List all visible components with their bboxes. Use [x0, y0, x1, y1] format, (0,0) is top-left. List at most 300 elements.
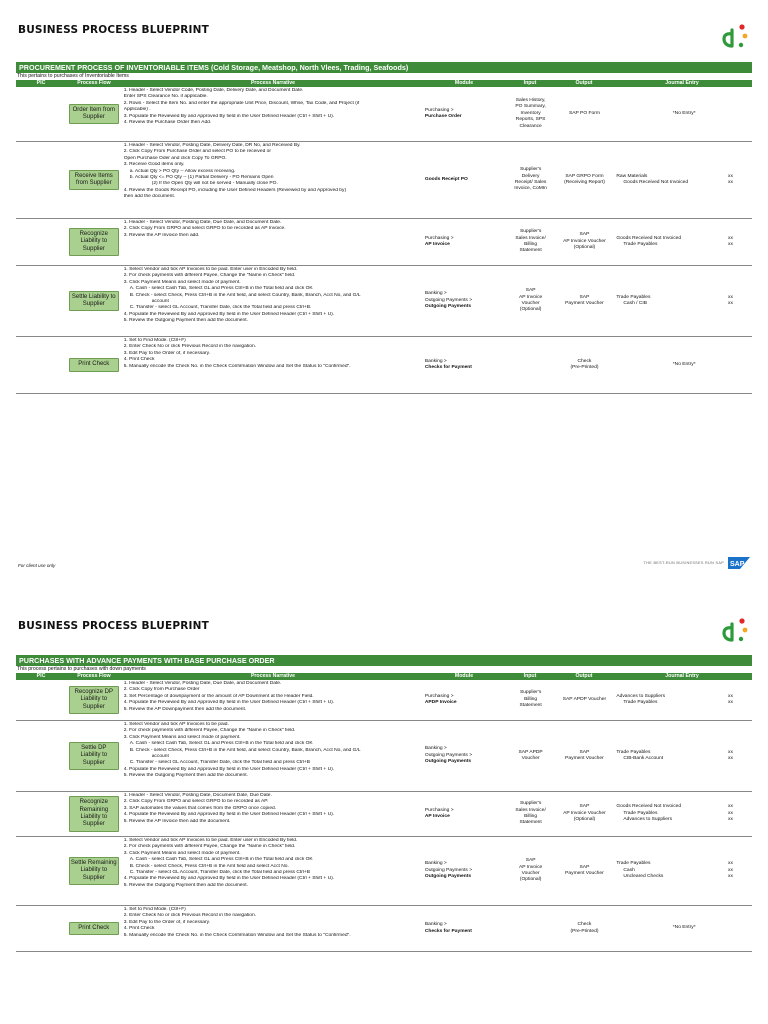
narrative-line: account: [151, 299, 169, 305]
footer-brand: [644, 557, 750, 569]
document-title: BUSINESS PROCESS BLUEPRINT: [18, 620, 210, 632]
output-line: Payment Voucher: [565, 871, 604, 876]
input-cell: [505, 721, 557, 791]
output-cell: [557, 721, 613, 791]
output-line: SAP: [579, 294, 590, 300]
col-journal-entry: Journal Entry: [665, 673, 699, 679]
narrative-line: (2) If the Open Qty will not be served - Manually close PO.: [151, 181, 278, 187]
input-line: Supplier's: [519, 801, 542, 807]
output-cell: [557, 219, 613, 265]
narrative-line: 3. Receive Good items only.: [123, 162, 185, 168]
process-step-box: Print Check: [69, 358, 119, 371]
module-cell: [423, 837, 505, 905]
narrative-line: A. Cash - select Cash Tab, Select GL and Press Ctrl+B in the Total field and click OK: [129, 286, 313, 292]
journal-account: Goods Received Not Invoiced: [616, 804, 682, 810]
process-flow-cell: [66, 142, 122, 218]
module-line: Banking >: [424, 746, 447, 752]
output-line: SAP: [579, 804, 590, 810]
process-row: [16, 906, 752, 952]
narrative-line: 5. Review the Outgoing Payment then add the document.: [123, 318, 248, 324]
narrative-line: 4. Populate the Reviewed By and Approved By field in the User Defined Header (Ctrl + Shift + U).: [123, 700, 335, 706]
process-step-box: Order Item from Supplier: [69, 104, 119, 125]
narrative-line: then add the document.: [123, 194, 176, 200]
process-flow-cell: [66, 219, 122, 265]
process-row: [16, 837, 752, 906]
journal-line: [616, 700, 752, 706]
narrative-line: 2. Click Copy From GRPO and select GRPO to be recorded as AP Invoice.: [123, 226, 286, 232]
narrative-line: C. Transfer - select GL Account, Transfer Date, click the Total field and press Ctrl+B: [129, 870, 311, 876]
journal-amount: xx: [728, 861, 733, 867]
input-line: Voucher: [521, 756, 540, 761]
narrative-line: 4. Populate the Reviewed By and Approved By field in the User Defined Header (Ctrl + Shift + U).: [123, 311, 335, 317]
process-step-box: Settle Remaining Liability to Supplier: [69, 857, 119, 885]
narrative-line: 1. Header - Select Vendor, Posting Date, Due Date, and Document Date.: [123, 681, 282, 686]
narrative-line: 4. Print Check: [123, 926, 155, 932]
output-line: Payment Voucher: [565, 756, 604, 761]
output-cell: [557, 87, 613, 141]
journal-entry-cell: [612, 906, 752, 951]
narrative-line: 5. Review the Outgoing Payment then add the document.: [123, 882, 248, 888]
process-rows: [16, 87, 752, 394]
narrative-line: a. Actual Qty > PO Qty -- Allow excess receiving.: [129, 168, 236, 174]
process-narrative-cell: [122, 792, 423, 836]
journal-account: Trade Payables: [623, 700, 658, 705]
process-row: [16, 337, 752, 394]
input-line: Sales Invoice/: [515, 807, 546, 813]
journal-amount: xx: [728, 235, 733, 241]
process-step-box: Print Check: [69, 922, 119, 935]
input-cell: [505, 87, 557, 141]
output-line: AP Invoice Voucher: [563, 810, 606, 816]
narrative-line: 3. Populate the Reviewed By and Approved By field in the User Defined Header (Ctrl + Shift + U).: [123, 113, 335, 119]
input-line: AP Invoice: [518, 294, 543, 300]
module-cell: [423, 337, 505, 393]
journal-amount: xx: [728, 242, 733, 247]
input-line: Delivery: [521, 173, 540, 179]
narrative-line: C. Transfer - select GL Account, Transfer Date, click the Total field and press Ctrl+B.: [129, 305, 312, 311]
process-row: [16, 792, 752, 837]
process-step-box: Recognize Liability to Supplier: [69, 228, 119, 256]
section-subtitle: This pertains to purchases of Inventoriable Items: [17, 73, 129, 79]
journal-line: [616, 817, 752, 823]
journal-account: Trade Payables: [616, 861, 651, 867]
module-cell: [423, 219, 505, 265]
col-process-narrative: Process Narrative: [250, 80, 296, 86]
journal-account: Trade Payables: [616, 294, 651, 300]
process-row: [16, 680, 752, 721]
output-line: (Optional): [573, 245, 596, 251]
journal-account: Raw Materials: [616, 173, 648, 179]
input-line: Billing: [524, 814, 538, 819]
journal-amount: xx: [728, 867, 733, 873]
col-input: Input: [523, 80, 537, 86]
narrative-line: 1. Header - Select Vendor, Posting Date, Delivery Date, DR No, and Received By.: [123, 143, 301, 148]
footer-note: For client use only: [18, 563, 56, 568]
module-line: Goods Receipt PO: [424, 176, 468, 182]
pic-cell: [16, 87, 66, 141]
input-line: Statement: [519, 820, 542, 826]
process-step-box: Settle Liability to Supplier: [69, 291, 119, 312]
journal-account: Trade Payables: [616, 749, 651, 755]
narrative-line: 3. Click Payment Means and select mode of payment.: [123, 279, 241, 285]
pic-cell: [16, 721, 66, 791]
col-process-flow: Process Flow: [77, 673, 111, 679]
input-cell: [505, 792, 557, 836]
sap-tagline: THE BEST-RUN BUSINESSES RUN SAP: [643, 561, 724, 565]
module-line: Outgoing Payments >: [424, 752, 473, 758]
module-line: AP Invoice: [424, 814, 450, 819]
col-module: Module: [454, 80, 474, 86]
process-step-box: Settle DP Liability to Supplier: [69, 742, 119, 770]
module-line: Purchasing >: [424, 807, 454, 813]
output-cell: [557, 142, 613, 218]
journal-account: Cash / CIB: [623, 301, 648, 306]
module-cell: [423, 266, 505, 336]
journal-amount: xx: [728, 180, 733, 185]
pic-cell: [16, 142, 66, 218]
module-cell: [423, 142, 505, 218]
narrative-line: B. Check - select Check, Press Ctrl+B in the Amt field and select Acct No.: [129, 863, 289, 869]
output-line: (Optional): [573, 817, 596, 823]
journal-amount: xx: [728, 173, 733, 179]
narrative-line: 5. Review the Outgoing Payment then add the document.: [123, 773, 248, 779]
input-line: Statement: [519, 248, 542, 254]
module-cell: [423, 721, 505, 791]
process-narrative-cell: [122, 266, 423, 336]
input-line: Supplier's: [519, 229, 542, 235]
narrative-line: 1. Header - Select Vendor, Posting Date, Document Date, Due Date.: [123, 793, 272, 798]
process-row: [16, 142, 752, 219]
module-line: Purchasing >: [424, 235, 454, 241]
narrative-line: Applicable) .: [123, 107, 151, 113]
output-line: AP Invoice Voucher: [563, 238, 606, 244]
journal-line: [616, 242, 752, 248]
journal-amount: xx: [728, 749, 733, 755]
input-cell: [505, 266, 557, 336]
module-line: Purchasing >: [424, 693, 454, 699]
process-narrative-cell: [122, 142, 423, 218]
narrative-line: 3. Review the AP Invoice then add.: [123, 232, 200, 238]
narrative-line: C. Transfer - select GL Account, Transfer Date, click the Total field and press Ctrl+B: [129, 760, 311, 766]
journal-account: Uncleared Checks: [623, 874, 664, 880]
module-line: Outgoing Payments: [424, 304, 472, 310]
output-line: SAP: [579, 864, 590, 870]
narrative-line: 1. Select Vendor and tick AP Invoices to be paid.: [123, 722, 229, 727]
output-line: (Pre-Printed): [570, 365, 599, 370]
journal-amount: xx: [728, 294, 733, 300]
narrative-line: B. Check - select Check, Press Ctrl+B in the Amt field, and select Country, Bank, Branch, Acct No, and G/L: [129, 747, 361, 753]
process-flow-cell: [66, 792, 122, 836]
process-step-box: Recognize Remaining Liability to Supplier: [69, 796, 119, 832]
sap-logo: [728, 557, 750, 569]
narrative-line: 1. Set to Find Mode. (Ctrl+F): [123, 907, 186, 912]
narrative-line: 2. Enter Check No or click Previous Record in the navigation.: [123, 913, 257, 919]
company-logo: [718, 616, 754, 646]
pic-cell: [16, 906, 66, 951]
narrative-line: 2. For check payments with different Payee, Change the "Name in Check" field.: [123, 844, 296, 850]
journal-entry-cell: [612, 721, 752, 791]
process-narrative-cell: [122, 87, 423, 141]
narrative-line: Open Purchase Oder and click Copy To GRPO.: [123, 155, 227, 161]
journal-account: CIB-Bank Account: [623, 756, 664, 761]
module-cell: [423, 906, 505, 951]
narrative-line: 2. Click Copy From Purchase Order and select PO to be received or: [123, 149, 272, 155]
process-flow-cell: [66, 680, 122, 720]
module-line: Banking >: [424, 922, 447, 928]
module-cell: [423, 680, 505, 720]
journal-line: [616, 301, 752, 307]
narrative-line: 2. For check payments with different Payee, Change the "Name in Check" field.: [123, 273, 296, 279]
output-cell: [557, 266, 613, 336]
journal-amount: xx: [728, 874, 733, 880]
journal-amount: xx: [728, 756, 733, 761]
narrative-line: 3. Set Percentage of downpayment or the amount of AP Downment at the Header Field.: [123, 693, 314, 699]
col-pic: PIC: [36, 80, 46, 86]
pic-cell: [16, 680, 66, 720]
process-flow-cell: [66, 721, 122, 791]
journal-amount: xx: [728, 693, 733, 699]
pic-cell: [16, 266, 66, 336]
narrative-line: 3. SAP automates the values that comes from the GRPO once copied.: [123, 805, 277, 811]
journal-entry-cell: [612, 680, 752, 720]
narrative-line: 2. For check payments with different Payee, Change the "Name in Check" field.: [123, 728, 296, 734]
journal-line: [616, 874, 752, 880]
input-cell: [505, 906, 557, 951]
narrative-line: B. Check - select Check, Press Ctrl+B in the Amt field, and select Country, Bank, Branch, Acct No, and G/L: [129, 292, 361, 298]
module-cell: [423, 792, 505, 836]
process-narrative-cell: [122, 721, 423, 791]
journal-entry-cell: [612, 837, 752, 905]
procurement-section: [16, 62, 752, 394]
col-journal-entry: Journal Entry: [665, 80, 699, 86]
input-line: Receipt/ Sales: [514, 180, 547, 185]
input-line: SAP: [525, 858, 536, 864]
narrative-line: 4. Populate the Reviewed By and Approved By field in the User Defined Header (Ctrl + Shift + U).: [123, 876, 335, 882]
output-line: (Receiving Report): [564, 180, 605, 185]
process-row: [16, 266, 752, 337]
output-cell: [557, 906, 613, 951]
process-flow-cell: [66, 906, 122, 951]
narrative-line: 2. Click Copy from Purchase Order: [123, 687, 200, 693]
module-line: APDP Invoice: [424, 700, 457, 705]
input-cell: [505, 837, 557, 905]
pic-cell: [16, 337, 66, 393]
journal-account: Trade Payables: [623, 242, 658, 247]
module-line: Outgoing Payments >: [424, 297, 473, 303]
output-line: Check: [577, 358, 592, 364]
module-line: Banking >: [424, 291, 447, 297]
narrative-line: 5. Review the AP Invoice then add the document.: [123, 818, 231, 824]
pic-cell: [16, 219, 66, 265]
company-logo: [718, 22, 754, 52]
narrative-line: 4. Review the Purchase Order then Add.: [123, 120, 212, 126]
journal-no-entry: *No Entry*: [672, 925, 696, 931]
narrative-line: 2. Rows - Select the Item No. and enter the appropriate Unit Price, Discount, Whse, Tax Code, and Project (if: [123, 100, 360, 106]
journal-amount: xx: [728, 301, 733, 306]
journal-account: Advances to Suppliers: [623, 817, 673, 823]
narrative-line: 1. Select Vendor and tick AP Invoices to be paid. Enter user in Encoded By field.: [123, 267, 298, 272]
module-line: AP Invoice: [424, 242, 450, 247]
output-line: Payment Voucher: [565, 301, 604, 306]
output-line: SAP: [579, 749, 590, 755]
output-cell: [557, 837, 613, 905]
input-line: SAP: [525, 288, 536, 294]
output-cell: [557, 680, 613, 720]
process-row: [16, 721, 752, 792]
output-line: SAP: [579, 232, 590, 238]
process-narrative-cell: [122, 680, 423, 720]
module-line: Checks for Payment: [424, 928, 472, 934]
input-line: Statement: [519, 703, 542, 709]
narrative-line: 4. Print Check: [123, 357, 155, 363]
process-narrative-cell: [122, 837, 423, 905]
svg-text:SAP: SAP: [730, 561, 745, 568]
output-line: Check: [577, 922, 592, 928]
input-line: Invoice, CoMIn: [514, 186, 547, 192]
output-cell: [557, 337, 613, 393]
col-output: Output: [575, 673, 593, 679]
module-line: Banking >: [424, 358, 447, 364]
module-line: Checks for Payment: [424, 365, 472, 370]
output-line: SAP APDP Voucher: [562, 696, 607, 702]
journal-entry-cell: [612, 219, 752, 265]
journal-entry-cell: [612, 142, 752, 218]
module-line: Banking >: [424, 861, 447, 867]
journal-line: [616, 756, 752, 762]
document-title: BUSINESS PROCESS BLUEPRINT: [18, 24, 210, 36]
input-line: Sales History,: [515, 97, 546, 103]
journal-account: Advances to Suppliers: [616, 693, 666, 699]
input-cell: [505, 142, 557, 218]
narrative-line: 3. Edit Pay to the Order of, if necessary.: [123, 919, 211, 925]
pic-cell: [16, 837, 66, 905]
module-cell: [423, 87, 505, 141]
input-line: (Optional): [519, 877, 542, 883]
process-narrative-cell: [122, 337, 423, 393]
process-row: [16, 219, 752, 266]
narrative-line: 4. Populate the Reviewed By and Approved By field in the User Defined Header (Ctrl + Shift + U).: [123, 812, 335, 818]
output-line: SAP PO Form: [569, 110, 600, 116]
pic-cell: [16, 792, 66, 836]
process-narrative-cell: [122, 219, 423, 265]
input-line: Supplier's: [519, 167, 542, 173]
page-2: [0, 604, 768, 1024]
input-line: Sales Invoice/: [515, 235, 546, 241]
journal-account: Trade Payables: [623, 810, 658, 816]
narrative-line: Enter SPS Clearance No. if applicable.: [123, 94, 208, 100]
journal-amount: xx: [728, 810, 733, 816]
col-output: Output: [575, 80, 593, 86]
narrative-line: A. Cash - select Cash Tab, Select GL and Press Ctrl+B in the Total field and click OK: [129, 741, 313, 747]
input-line: Voucher: [521, 871, 540, 876]
process-row: [16, 87, 752, 142]
input-line: Billing: [524, 242, 538, 247]
process-step-box: Recognize DP Liability to Supplier: [69, 686, 119, 714]
process-flow-cell: [66, 337, 122, 393]
module-line: Purchasing >: [424, 107, 454, 113]
journal-amount: xx: [728, 817, 733, 823]
section-subtitle: This process pertains to purchases with down payments: [17, 666, 146, 672]
input-line: Supplier's: [519, 690, 542, 696]
narrative-line: 3. Click Payment Means and select mode of payment.: [123, 850, 241, 856]
narrative-line: 4. Populate the Reviewed By and Approved By field in the User Defined Header (Ctrl + Shift + U).: [123, 766, 335, 772]
process-narrative-cell: [122, 906, 423, 951]
input-line: SAP APDP: [518, 749, 543, 755]
journal-no-entry: *No Entry*: [672, 110, 696, 116]
narrative-line: 1. Select Vendor and tick AP Invoices to be paid. Enter user in Encoded By field.: [123, 838, 298, 843]
narrative-line: 3. Edit Pay to the Order of, if necessary.: [123, 350, 211, 356]
input-cell: [505, 680, 557, 720]
journal-amount: xx: [728, 804, 733, 810]
process-step-box: Receive Items from Supplier: [69, 170, 119, 191]
col-module: Module: [454, 673, 474, 679]
journal-amount: xx: [728, 700, 733, 705]
journal-account: Goods Received Not Invoiced: [623, 180, 689, 185]
journal-account: Cash: [623, 867, 635, 873]
input-line: Billing: [524, 696, 538, 702]
narrative-line: 1. Header - Select Vendor Code, Posting Date, Delivery Date, and Document Date.: [123, 88, 304, 93]
narrative-line: A. Cash - select Cash Tab, Select GL and Press Ctrl+B in the Total field and click OK: [129, 857, 313, 863]
col-process-narrative: Process Narrative: [250, 673, 296, 679]
journal-entry-cell: [612, 266, 752, 336]
col-process-flow: Process Flow: [77, 80, 111, 86]
narrative-line: 5. Manually encode the Check No. in the Check Confirmation Window and Set the Status to "Confirmed".: [123, 932, 351, 938]
column-header: [16, 673, 752, 680]
output-line: (Pre-Printed): [570, 928, 599, 934]
narrative-line: account: [151, 754, 169, 760]
input-line: Voucher: [521, 301, 540, 306]
col-pic: PIC: [36, 673, 46, 679]
journal-entry-cell: [612, 87, 752, 141]
input-line: (Optional): [519, 307, 542, 313]
journal-account: Goods Received Not Invoiced: [616, 235, 682, 241]
input-cell: [505, 219, 557, 265]
process-flow-cell: [66, 87, 122, 141]
narrative-line: 1. Set to Find Mode. (Ctrl+F): [123, 338, 186, 343]
narrative-line: 5. Manually encode the Check No. in the Check Confirmation Window and Set the Status to "Confirmed".: [123, 363, 351, 369]
input-line: Inventory: [520, 110, 541, 116]
narrative-line: b. Actual Qty <= PO Qty -- (1) Partial Delivery - PO Remains Open: [129, 175, 274, 181]
input-line: Reports, SPS: [515, 117, 546, 123]
input-line: AP Invoice: [518, 864, 543, 870]
input-line: Clearance: [519, 123, 542, 129]
module-line: Outgoing Payments: [424, 874, 472, 880]
journal-line: [616, 180, 752, 186]
module-line: Purchase Order: [424, 114, 462, 119]
narrative-line: 5. Review the AP Downpayment then add the document.: [123, 706, 247, 712]
process-flow-cell: [66, 266, 122, 336]
narrative-line: 1. Header - Select Vendor, Posting Date, Due Date, and Document Date.: [123, 220, 282, 225]
column-header: [16, 80, 752, 87]
output-line: SAP GRPO Form: [565, 173, 604, 179]
section-title: PURCHASES WITH ADVANCE PAYMENTS WITH BASE PURCHASE ORDER: [16, 655, 752, 666]
module-line: Outgoing Payments: [424, 759, 472, 765]
col-input: Input: [523, 673, 537, 679]
input-line: PO Summary,: [515, 104, 546, 110]
narrative-line: 3. Click Payment Means and select mode of payment.: [123, 734, 241, 740]
process-flow-cell: [66, 837, 122, 905]
input-cell: [505, 337, 557, 393]
narrative-line: 2. Click Copy From GRPO and select GRPO to be recorded as AP.: [123, 799, 269, 805]
narrative-line: 4. Review the Goods Receipt PO, including the User Defined Headers (Reviewed by and Approved by): [123, 187, 347, 193]
advance-payment-section: [16, 655, 752, 952]
narrative-line: 2. Enter Check No or click Previous Record in the navigation.: [123, 344, 257, 350]
output-cell: [557, 792, 613, 836]
journal-entry-cell: [612, 337, 752, 393]
journal-entry-cell: [612, 792, 752, 836]
section-title: PROCUREMENT PROCESS OF INVENTORIABLE ITEMS (Cold Storage, Meatshop, North Vlees, Trading, Seafoods): [16, 62, 752, 73]
process-rows: [16, 680, 752, 952]
